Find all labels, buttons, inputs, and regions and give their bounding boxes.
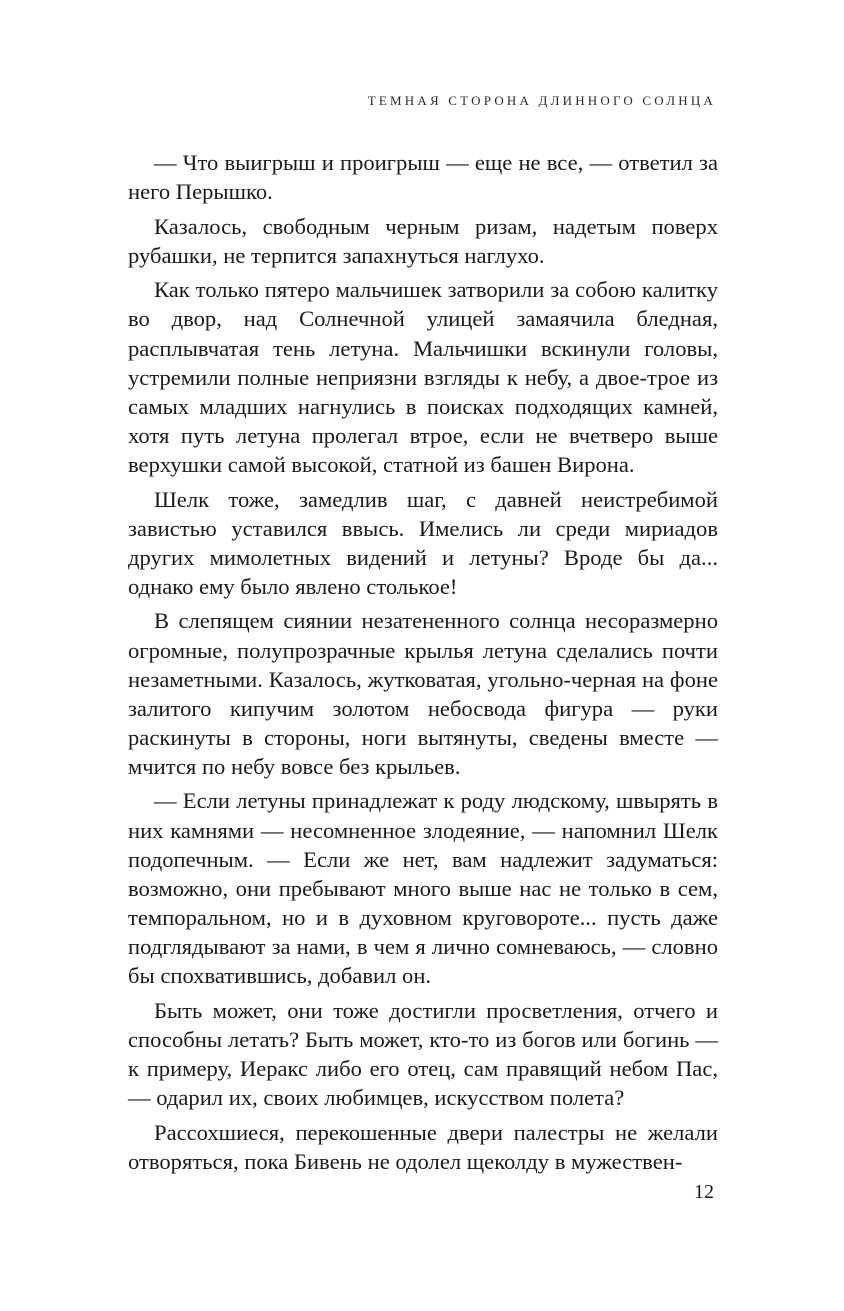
paragraph: Рассохшиеся, перекошенные двери палестры не желали отворяться, пока Бивень не одолел щеколду в мужествен- [128,1119,718,1174]
body-text [128,148,718,1176]
paragraph: Как только пятеро мальчишек затворили за собою калитку во двор, над Солнечной улицей замаячила бледная, расплывчатая тень летуна. Мальчишки вскинули головы, устремили полные неприязни взгляды к небу, а двое-трое из самых младших нагнулись в поисках подходящих камней, хотя путь летуна пролегал втрое, если не вчетверо выше верхушки самой высокой, статной из башен Вирона. [128,277,718,477]
running-head: ТЕМНАЯ СТОРОНА ДЛИННОГО СОЛНЦА [367,93,716,108]
paragraph: В слепящем сиянии незатененного солнца несоразмерно огромные, полупрозрачные крылья летуна сделались почти незаметными. Казалось, жутковатая, угольно-черная на фоне залитого кипучим золотом небосвода фигура — руки раскинуты в стороны, ноги вытянуты, сведены вместе — мчится по небу вовсе без крыльев. [128,608,718,779]
paragraph: — Если летуны принадлежат к роду людскому, швырять в них камнями — несомненное злодеяние, — напомнил Шелк подопечным. — Если же нет, вам надлежит задуматься: возможно, они пребывают много выше нас не только в сем, темпоральном, но и в духовном круговороте... пусть даже подглядывают за нами, в чем я лично сомневаюсь, — словно бы спохватившись, добавил он. [128,788,718,989]
paragraph: — Что выигрыш и проигрыш — еще не все, — ответил за него Перышко. [128,150,718,205]
page-number: 12 [694,1181,714,1203]
paragraph: Быть может, они тоже достигли просветления, отчего и способны летать? Быть может, кто-то из богов или богинь — к примеру, Иеракс либо его отец, сам правящий небом Пас, — одарил их, своих любимцев, искусством полета? [128,997,718,1110]
paragraph: Шелк тоже, замедлив шаг, с давней неистребимой завистью уставился ввысь. Имелись ли среди мириадов других мимолетных видений и летуны? Вроде бы да... однако ему было явлено столькое! [128,486,718,599]
paragraph: Казалось, свободным черным ризам, надетым поверх рубашки, не терпится запахнуться наглухо. [128,213,718,268]
